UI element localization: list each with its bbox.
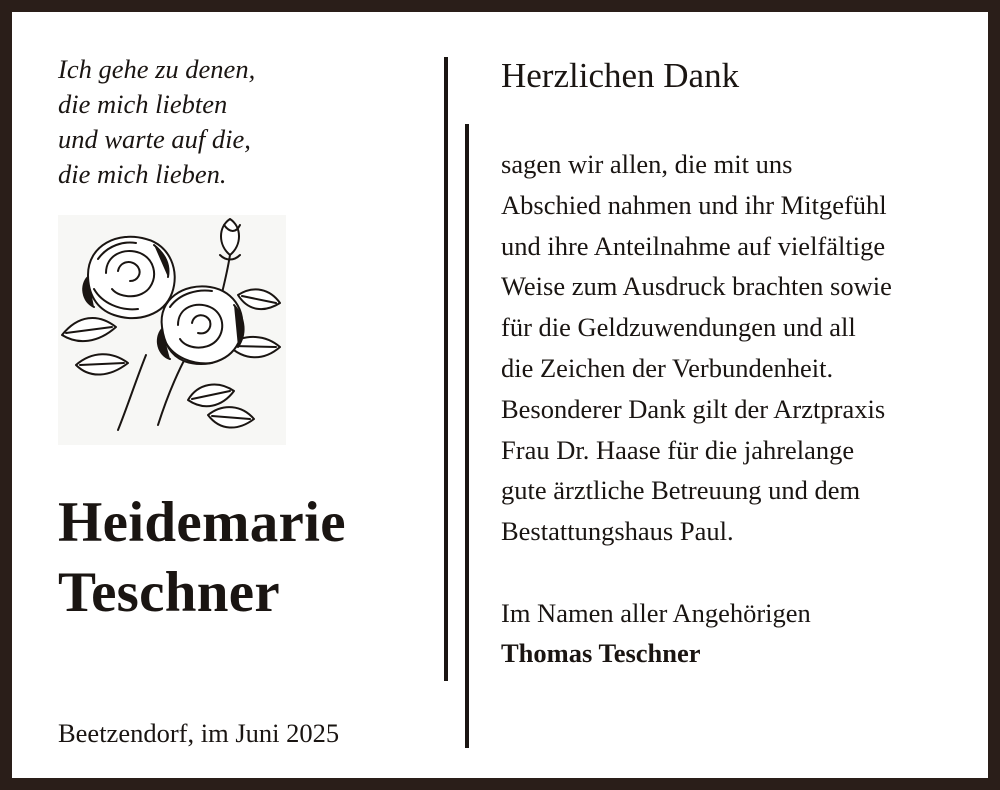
thanks-line: Bestattungshaus Paul. bbox=[501, 516, 734, 547]
thanks-line: gute ärztliche Betreuung und dem bbox=[501, 475, 861, 506]
deceased-last-name: Teschner bbox=[58, 561, 280, 624]
thanks-line: für die Geldzuwendungen und all bbox=[501, 312, 856, 343]
thanks-line: Besonderer Dank gilt der Arztpraxis bbox=[501, 393, 886, 424]
poem bbox=[58, 52, 255, 192]
thanks-body bbox=[501, 144, 892, 552]
signature-name: Thomas Teschner bbox=[501, 638, 701, 668]
poem-line: und warte auf die, bbox=[58, 124, 251, 154]
divider-rule bbox=[465, 124, 469, 748]
poem-line: die mich lieben. bbox=[58, 159, 227, 189]
place-date: Beetzendorf, im Juni 2025 bbox=[58, 718, 340, 748]
thanks-line: sagen wir allen, die mit uns bbox=[501, 149, 793, 179]
thanks-line: Frau Dr. Haase für die jahrelange bbox=[501, 434, 855, 465]
divider-rule bbox=[444, 57, 448, 681]
deceased-name bbox=[58, 488, 346, 628]
thanks-line: Abschied nahmen und ihr Mitgefühl bbox=[501, 189, 887, 220]
thanks-line: Weise zum Ausdruck brachten sowie bbox=[501, 271, 892, 302]
poem-line: Ich gehe zu denen, bbox=[58, 54, 256, 84]
thanks-line: und ihre Anteilnahme auf vielfältige bbox=[501, 230, 886, 261]
roses-illustration-icon bbox=[58, 215, 286, 445]
thanks-line: die Zeichen der Verbundenheit. bbox=[501, 352, 834, 383]
deceased-first-name: Heidemarie bbox=[58, 491, 346, 554]
poem-line: die mich liebten bbox=[58, 89, 228, 119]
thanks-heading: Herzlichen Dank bbox=[501, 56, 740, 95]
signature-intro: Im Namen aller Angehörigen bbox=[501, 598, 811, 628]
